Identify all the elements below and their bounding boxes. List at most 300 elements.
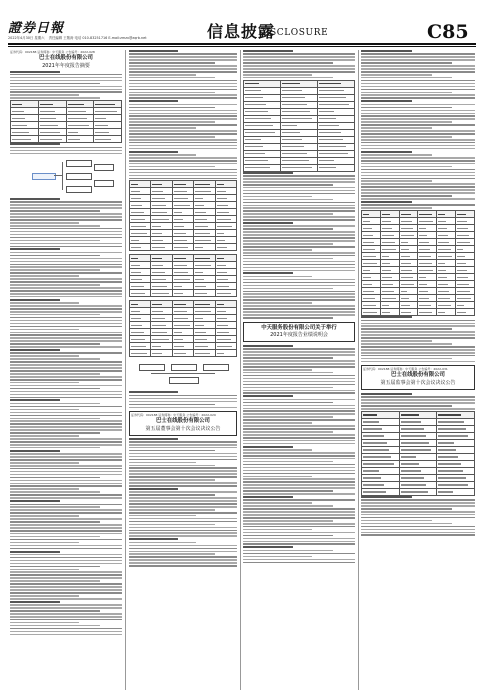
text-line — [10, 527, 122, 529]
text-line — [10, 264, 122, 266]
cell-text — [319, 146, 346, 147]
text-line — [243, 428, 355, 430]
cell-text — [282, 153, 307, 154]
table-row — [362, 453, 475, 460]
table-cell — [194, 195, 215, 202]
cell-text — [363, 242, 374, 243]
table-cell — [362, 253, 381, 260]
text-line — [129, 488, 178, 490]
text-line — [361, 320, 475, 322]
table-cell — [151, 244, 172, 251]
table-cell — [130, 244, 151, 251]
cell-text — [131, 286, 144, 287]
text-line — [10, 329, 79, 331]
cell-text — [419, 312, 431, 313]
cell-text — [282, 167, 312, 168]
table-cell — [151, 216, 172, 223]
text-line — [361, 83, 475, 85]
text-line — [243, 473, 355, 475]
cell-text — [68, 125, 90, 126]
text-line — [10, 491, 100, 493]
table-cell — [194, 315, 215, 322]
cell-text — [131, 332, 144, 333]
table-cell — [318, 143, 355, 150]
table-row — [130, 283, 237, 290]
table-cell — [130, 181, 151, 188]
text-line — [10, 391, 122, 393]
cell-text — [174, 198, 189, 199]
cell-text — [217, 184, 225, 185]
cell-text — [363, 298, 375, 299]
cell-text — [457, 242, 470, 243]
text-line — [10, 284, 100, 286]
notice-title: 第五届董事会第十次会议决议公告 — [145, 425, 221, 432]
text-line — [243, 293, 355, 295]
text-line — [10, 370, 122, 372]
text-line — [243, 369, 312, 371]
cell-text — [40, 132, 60, 133]
cell-text — [282, 83, 300, 84]
text-line — [10, 326, 122, 328]
text-line — [10, 346, 122, 348]
text-line — [10, 607, 122, 609]
table-cell — [130, 195, 151, 202]
text-line — [243, 452, 355, 454]
table-cell — [130, 188, 151, 195]
table-row — [130, 195, 237, 202]
cell-text — [245, 146, 263, 147]
cell-text — [438, 421, 463, 422]
text-line — [361, 198, 475, 200]
text-line — [10, 308, 122, 310]
text-line — [243, 74, 312, 76]
text-line — [10, 364, 122, 366]
cell-text — [95, 104, 115, 105]
cell-text — [382, 228, 393, 229]
text-line — [361, 169, 475, 171]
table-cell — [11, 101, 39, 108]
cell-text — [363, 284, 372, 285]
text-line — [10, 560, 122, 562]
table-cell — [194, 262, 215, 269]
ownership-chart — [129, 361, 237, 387]
cell-text — [319, 97, 346, 98]
table-cell — [66, 129, 94, 136]
text-line — [129, 401, 237, 403]
text-line — [10, 299, 60, 301]
cell-text — [131, 318, 141, 319]
table-cell — [399, 453, 437, 460]
table-cell — [194, 209, 215, 216]
text-line — [243, 378, 355, 380]
body-text — [243, 345, 355, 563]
text-line — [243, 372, 333, 374]
cell-text — [195, 318, 203, 319]
table-cell — [151, 195, 172, 202]
issue-date: 2022年4月30日 星期六 — [8, 36, 45, 40]
text-line — [243, 272, 293, 274]
cell-text — [174, 226, 185, 227]
cell-text — [282, 125, 297, 126]
cell-text — [131, 325, 142, 326]
cell-text — [195, 353, 209, 354]
text-line — [243, 351, 355, 353]
text-line — [10, 147, 122, 149]
cell-text — [174, 279, 190, 280]
text-line — [10, 500, 60, 502]
text-line — [243, 317, 333, 319]
text-line — [10, 521, 100, 523]
text-line — [243, 213, 333, 215]
table-row — [130, 343, 237, 350]
body-text — [361, 50, 475, 209]
proposal-table — [361, 411, 475, 496]
text-line — [361, 118, 475, 120]
table-cell — [399, 274, 418, 281]
notice-title: 2021年度报告业绩说明会 — [270, 332, 328, 339]
text-line — [10, 340, 122, 342]
table-cell — [172, 336, 193, 343]
text-line — [10, 488, 79, 490]
cell-text — [95, 125, 107, 126]
text-line — [129, 59, 237, 61]
cell-text — [131, 265, 140, 266]
text-line — [243, 246, 355, 248]
cell-text — [152, 304, 162, 305]
org-chart — [10, 158, 122, 194]
text-line — [129, 166, 215, 168]
cell-text — [438, 442, 453, 443]
table-cell — [399, 295, 418, 302]
body-text — [361, 316, 475, 362]
table-cell — [172, 230, 193, 237]
text-line — [361, 331, 475, 333]
cell-text — [245, 97, 263, 98]
table-cell — [11, 129, 39, 136]
text-line — [129, 438, 178, 440]
text-line — [10, 302, 79, 304]
column-divider — [358, 50, 359, 690]
text-line — [129, 113, 237, 115]
text-line — [10, 450, 60, 452]
text-line — [243, 405, 355, 407]
table-cell — [456, 225, 475, 232]
body-text — [361, 393, 475, 410]
text-line — [129, 65, 237, 67]
table-row — [362, 460, 475, 467]
table-cell — [130, 276, 151, 283]
cell-text — [438, 277, 447, 278]
table-cell — [418, 218, 437, 225]
text-line — [10, 305, 122, 307]
table-cell — [244, 80, 281, 87]
cell-text — [68, 104, 84, 105]
table-cell — [151, 276, 172, 283]
text-line — [243, 216, 355, 218]
cell-text — [245, 125, 273, 126]
cell-text — [401, 463, 419, 464]
cell-text — [363, 305, 376, 306]
cell-text — [419, 305, 430, 306]
text-line — [129, 148, 237, 150]
cell-text — [438, 491, 453, 492]
text-line — [10, 243, 122, 245]
text-line — [361, 180, 432, 182]
text-line — [129, 50, 178, 52]
text-line — [243, 431, 333, 433]
text-line — [361, 192, 475, 194]
table-cell — [281, 115, 318, 122]
table-cell — [130, 350, 151, 357]
text-line — [129, 485, 237, 487]
table-row — [130, 308, 237, 315]
notice-box — [243, 322, 355, 343]
table-cell — [194, 308, 215, 315]
cell-text — [363, 277, 371, 278]
text-line — [243, 62, 333, 64]
table-cell — [194, 343, 215, 350]
table-cell — [151, 336, 172, 343]
body-text — [10, 71, 122, 99]
cell-text — [174, 272, 189, 273]
table-row — [244, 136, 355, 143]
cell-text — [174, 311, 187, 312]
cell-text — [217, 346, 232, 347]
text-line — [243, 517, 355, 519]
cell-text — [457, 249, 463, 250]
cell-text — [12, 118, 25, 119]
text-line — [361, 113, 475, 115]
text-line — [361, 323, 475, 325]
cell-text — [282, 111, 310, 112]
cell-text — [457, 263, 466, 264]
table-cell — [437, 425, 475, 432]
data-table — [243, 80, 355, 172]
text-line — [129, 503, 237, 505]
text-line — [361, 343, 452, 345]
text-line — [129, 124, 237, 126]
cell-text — [195, 205, 204, 206]
text-line — [243, 526, 355, 528]
table-cell — [437, 481, 475, 488]
text-line — [10, 485, 122, 487]
cell-text — [457, 284, 469, 285]
text-line — [361, 77, 452, 79]
cell-text — [40, 125, 58, 126]
text-line — [361, 130, 475, 132]
text-line — [10, 352, 122, 354]
text-line — [243, 399, 355, 401]
company-name: 巴士在线股份有限公司 — [39, 55, 93, 61]
text-line — [243, 502, 312, 504]
text-line — [361, 127, 432, 129]
table-row — [130, 216, 237, 223]
text-line — [361, 352, 475, 354]
text-line — [243, 413, 355, 415]
text-line — [243, 187, 355, 189]
text-line — [129, 110, 237, 112]
text-line — [10, 86, 122, 88]
text-line — [10, 296, 122, 298]
text-line — [10, 456, 122, 458]
text-line — [361, 526, 475, 528]
table-cell — [151, 202, 172, 209]
table-row — [130, 301, 237, 308]
text-line — [361, 402, 475, 404]
cell-text — [131, 191, 140, 192]
text-line — [243, 520, 333, 522]
text-line — [361, 178, 475, 180]
cell-text — [217, 293, 231, 294]
table-cell — [281, 150, 318, 157]
text-line — [243, 178, 355, 180]
text-line — [129, 115, 237, 117]
cell-text — [401, 270, 412, 271]
table-cell — [281, 122, 318, 129]
table-row — [244, 101, 355, 108]
text-line — [243, 553, 355, 555]
cell-text — [401, 491, 429, 492]
table-cell — [194, 290, 215, 297]
table-row — [362, 211, 475, 218]
table-row — [11, 108, 122, 115]
table-cell — [130, 237, 151, 244]
cell-text — [152, 346, 160, 347]
text-line — [129, 524, 215, 526]
table-cell — [399, 232, 418, 239]
text-line — [10, 548, 122, 550]
text-line — [361, 334, 475, 336]
table-row — [362, 225, 475, 232]
table-cell — [172, 322, 193, 329]
cell-text — [174, 325, 190, 326]
table-cell — [130, 209, 151, 216]
text-line — [243, 408, 355, 410]
table-cell — [456, 281, 475, 288]
text-line — [361, 399, 475, 401]
cell-text — [382, 305, 389, 306]
cell-text — [195, 304, 210, 305]
table-cell — [399, 418, 437, 425]
text-line — [243, 390, 355, 392]
cell-text — [195, 311, 211, 312]
cell-text — [152, 233, 162, 234]
text-line — [361, 145, 475, 147]
text-line — [10, 71, 60, 73]
text-line — [10, 222, 79, 224]
text-line — [361, 189, 475, 191]
financial-table — [129, 254, 237, 297]
cell-text — [217, 272, 227, 273]
text-line — [10, 545, 122, 547]
text-line — [361, 56, 475, 58]
cell-text — [131, 258, 138, 259]
text-line — [129, 68, 237, 70]
table-cell — [380, 302, 399, 309]
text-line — [10, 524, 122, 526]
table-cell — [418, 274, 437, 281]
table-cell — [456, 239, 475, 246]
text-line — [129, 548, 237, 550]
cell-text — [195, 286, 205, 287]
table-cell — [318, 164, 355, 171]
text-line — [361, 316, 412, 318]
text-line — [10, 317, 122, 319]
body-text — [129, 438, 237, 567]
cell-text — [131, 339, 145, 340]
text-line — [129, 470, 237, 472]
table-cell — [399, 481, 437, 488]
table-cell — [318, 87, 355, 94]
text-line — [361, 107, 452, 109]
org-connector — [62, 162, 63, 190]
cell-text — [457, 312, 465, 313]
cell-text — [363, 270, 370, 271]
cell-text — [438, 214, 445, 215]
text-line — [10, 577, 122, 579]
cell-text — [195, 240, 211, 241]
cell-text — [195, 184, 210, 185]
table-cell — [215, 343, 236, 350]
table-cell — [151, 322, 172, 329]
text-line — [243, 490, 333, 492]
financial-table — [129, 180, 237, 251]
table-cell — [380, 260, 399, 267]
cell-text — [195, 339, 207, 340]
table-row — [244, 87, 355, 94]
text-line — [243, 493, 355, 495]
text-line — [243, 532, 355, 534]
text-line — [129, 553, 215, 555]
table-cell — [215, 329, 236, 336]
text-line — [243, 219, 355, 221]
cell-text — [152, 184, 162, 185]
table-cell — [318, 80, 355, 87]
table-cell — [437, 467, 475, 474]
text-line — [10, 74, 122, 76]
table-cell — [318, 150, 355, 157]
text-line — [361, 358, 452, 360]
cell-text — [174, 212, 182, 213]
text-line — [243, 279, 355, 281]
text-line — [243, 59, 355, 61]
table-row — [362, 425, 475, 432]
cell-text — [174, 258, 186, 259]
table-row — [362, 295, 475, 302]
table-row — [362, 309, 475, 316]
cell-text — [174, 293, 183, 294]
text-line — [10, 474, 122, 476]
table-cell — [244, 87, 281, 94]
table-cell — [362, 281, 381, 288]
table-cell — [399, 211, 418, 218]
table-cell — [172, 343, 193, 350]
table-cell — [130, 283, 151, 290]
table-cell — [418, 267, 437, 274]
cell-text — [419, 277, 426, 278]
org-node — [139, 364, 165, 371]
cell-text — [195, 226, 208, 227]
text-line — [10, 622, 79, 624]
table-cell — [151, 290, 172, 297]
text-line — [129, 391, 178, 393]
text-line — [129, 178, 237, 180]
cell-text — [217, 332, 230, 333]
table-cell — [399, 309, 418, 316]
cell-text — [174, 240, 187, 241]
cell-text — [195, 191, 211, 192]
cell-text — [217, 318, 227, 319]
